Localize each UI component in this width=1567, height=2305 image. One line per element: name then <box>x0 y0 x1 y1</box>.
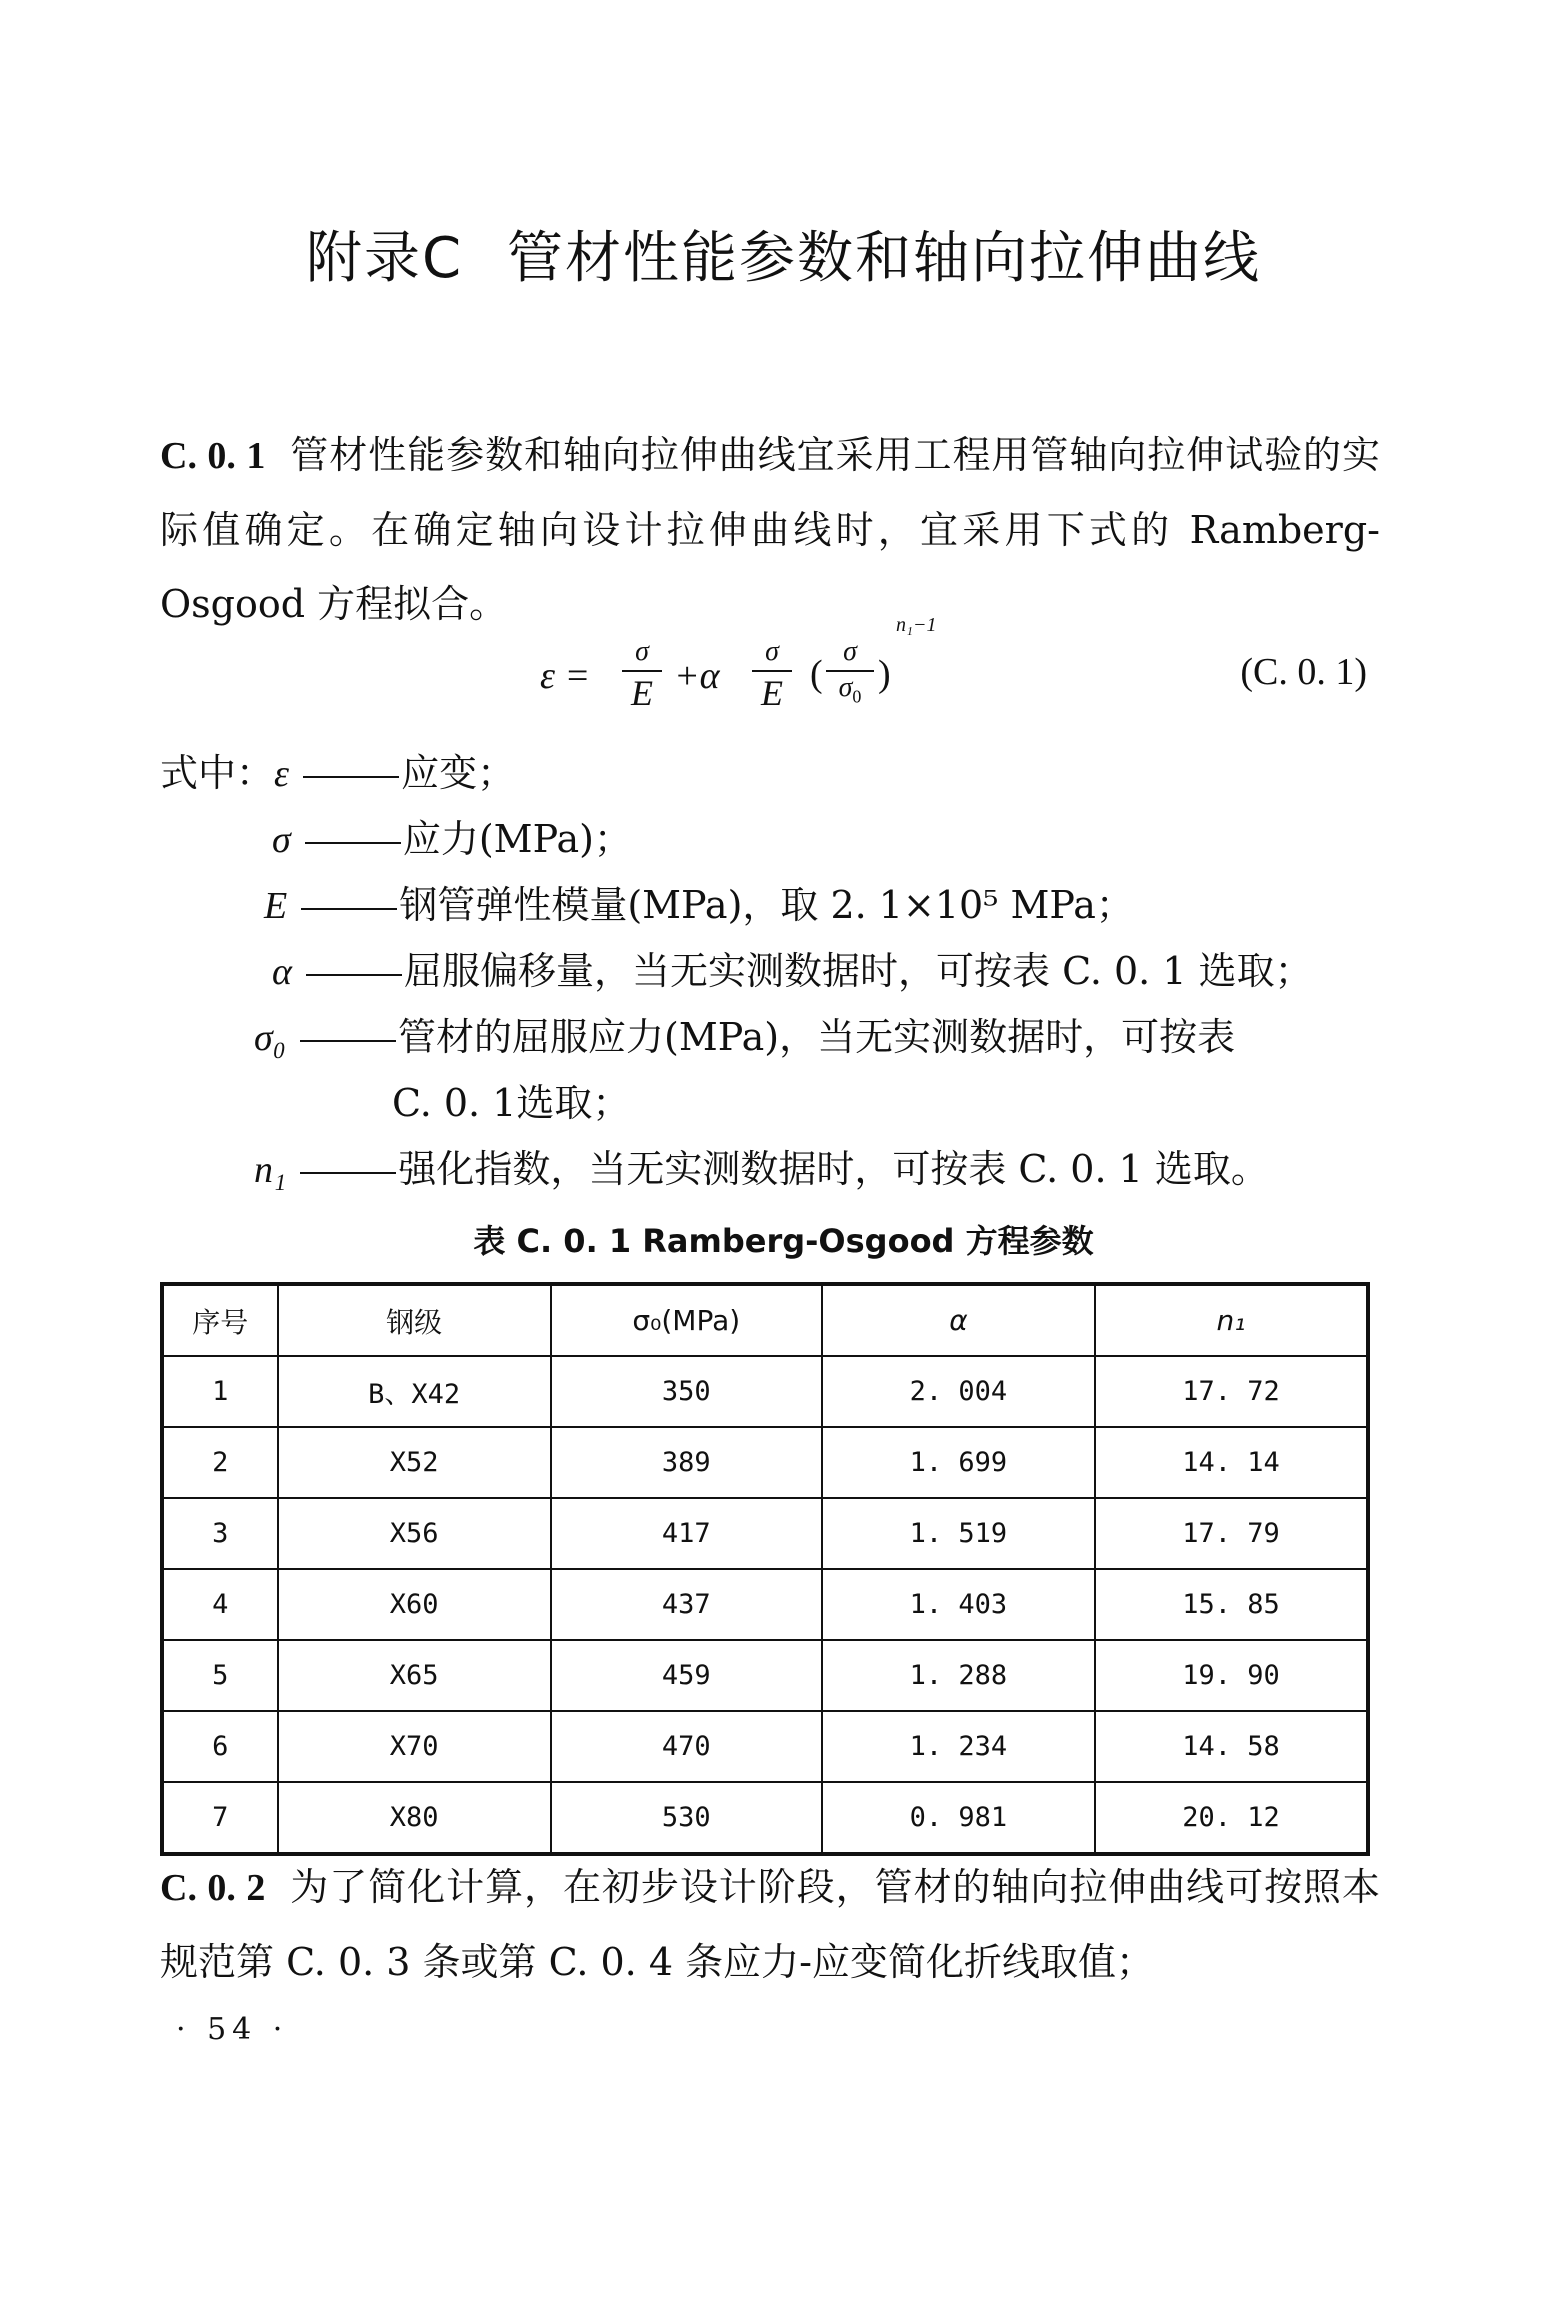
clause-c02 <box>160 1850 1380 1999</box>
formula-frac-3-den: $\sigma_0$ <box>838 672 862 707</box>
cell-alpha: 2. 004 <box>822 1356 1095 1427</box>
where-row-5-cont <box>392 1070 630 1136</box>
page-number: · 54 · <box>176 2012 289 2047</box>
where-desc-5-cont: C. 0. 1选取； <box>392 1081 631 1125</box>
clause-c01 <box>160 418 1380 641</box>
cell-alpha: 1. 519 <box>822 1498 1095 1569</box>
cell-index: 7 <box>162 1782 278 1854</box>
header-alpha: α <box>822 1284 1095 1356</box>
cell-alpha: 0. 981 <box>822 1782 1095 1854</box>
clause-c01-text: 管材性能参数和轴向拉伸曲线宜采用工程用管轴向拉伸试验的实际值确定。在确定轴向设计拉伸曲线时，宜采用下式的 Ramberg-Osgood 方程拟合。 <box>160 433 1380 626</box>
where-row-4 <box>272 938 1313 1005</box>
cell-index: 6 <box>162 1711 278 1782</box>
cell-grade: X65 <box>278 1640 551 1711</box>
where-desc-3: 钢管弹性模量(MPa)，取 2. 1×10⁵ MPa； <box>399 883 1134 927</box>
where-symbol-2: σ <box>272 819 291 861</box>
formula-frac-2 <box>752 636 792 714</box>
table-row <box>162 1640 1368 1711</box>
where-desc-4: 屈服偏移量，当无实测数据时，可按表 C. 0. 1 选取； <box>404 949 1313 993</box>
formula-frac-1-num: σ <box>635 636 649 667</box>
where-desc-5: 管材的屈服应力(MPa)，当无实测数据时，可按表 <box>398 1015 1236 1059</box>
cell-grade: B、X42 <box>278 1356 551 1427</box>
cell-sigma0: 530 <box>551 1782 822 1854</box>
cell-n1: 19. 90 <box>1095 1640 1368 1711</box>
table-row <box>162 1782 1368 1854</box>
cell-index: 4 <box>162 1569 278 1640</box>
cell-grade: X56 <box>278 1498 551 1569</box>
cell-n1: 15. 85 <box>1095 1569 1368 1640</box>
table-row <box>162 1498 1368 1569</box>
appendix-title: 管材性能参数和轴向拉伸曲线 <box>507 226 1262 291</box>
clause-c01-number: C. 0. 1 <box>160 435 266 477</box>
header-index: 序号 <box>162 1284 278 1356</box>
formula-frac-1 <box>622 636 662 714</box>
where-desc-2: 应力(MPa)； <box>402 817 632 861</box>
cell-sigma0: 417 <box>551 1498 822 1569</box>
formula-c01 <box>540 616 980 736</box>
cell-sigma0: 459 <box>551 1640 822 1711</box>
header-sigma0: σ₀(MPa) <box>551 1284 822 1356</box>
where-symbol-3: E <box>264 885 288 927</box>
where-row-6 <box>254 1136 1269 1203</box>
formula-frac-2-num: σ <box>765 636 779 667</box>
table-row <box>162 1569 1368 1640</box>
formula-frac-2-den: E <box>761 673 783 713</box>
cell-alpha: 1. 234 <box>822 1711 1095 1782</box>
cell-index: 3 <box>162 1498 278 1569</box>
where-symbol-5: σ₀ <box>254 1017 286 1059</box>
header-n1: n₁ <box>1095 1284 1368 1356</box>
cell-n1: 14. 14 <box>1095 1427 1368 1498</box>
cell-grade: X80 <box>278 1782 551 1854</box>
formula-frac-1-den: E <box>631 673 653 713</box>
parameter-table <box>160 1282 1370 1856</box>
where-row-3 <box>264 872 1134 939</box>
formula-frac-3-num: σ <box>843 636 857 667</box>
table-header-row <box>162 1284 1368 1356</box>
cell-sigma0: 437 <box>551 1569 822 1640</box>
where-desc-6: 强化指数，当无实测数据时，可按表 C. 0. 1 选取。 <box>398 1147 1269 1191</box>
cell-grade: X60 <box>278 1569 551 1640</box>
cell-alpha: 1. 403 <box>822 1569 1095 1640</box>
clause-c02-number: C. 0. 2 <box>160 1867 266 1909</box>
formula-lhs: ε = <box>540 655 591 697</box>
where-row-2 <box>272 806 632 873</box>
page-title <box>0 214 1567 294</box>
where-row-1 <box>160 740 515 807</box>
table-row <box>162 1711 1368 1782</box>
table-caption: 表 C. 0. 1 Ramberg-Osgood 方程参数 <box>473 1222 1094 1260</box>
cell-n1: 17. 79 <box>1095 1498 1368 1569</box>
cell-grade: X70 <box>278 1711 551 1782</box>
cell-alpha: 1. 288 <box>822 1640 1095 1711</box>
cell-sigma0: 389 <box>551 1427 822 1498</box>
cell-sigma0: 470 <box>551 1711 822 1782</box>
where-intro: 式中： <box>160 751 275 795</box>
formula-close-paren: ) <box>878 653 891 695</box>
cell-index: 1 <box>162 1356 278 1427</box>
clause-c02-text: 为了简化计算，在初步设计阶段，管材的轴向拉伸曲线可按照本规范第 C. 0. 3 条或第 C. 0. 4 条应力-应变简化折线取值； <box>160 1865 1380 1984</box>
where-row-5 <box>254 1004 1235 1071</box>
cell-sigma0: 350 <box>551 1356 822 1427</box>
where-desc-1: 应变； <box>401 751 516 795</box>
where-symbol-1: ε <box>274 753 289 795</box>
appendix-label: 附录C <box>305 226 464 291</box>
cell-n1: 14. 58 <box>1095 1711 1368 1782</box>
where-symbol-6: n₁ <box>254 1149 287 1191</box>
where-symbol-4: α <box>272 951 292 993</box>
table-row <box>162 1427 1368 1498</box>
cell-alpha: 1. 699 <box>822 1427 1095 1498</box>
table-row <box>162 1356 1368 1427</box>
cell-grade: X52 <box>278 1427 551 1498</box>
formula-frac-3 <box>826 636 874 708</box>
cell-index: 5 <box>162 1640 278 1711</box>
formula-open-paren: ( <box>810 653 823 695</box>
header-grade: 钢级 <box>278 1284 551 1356</box>
formula-exponent: n₁−1 <box>896 614 937 636</box>
cell-n1: 17. 72 <box>1095 1356 1368 1427</box>
cell-index: 2 <box>162 1427 278 1498</box>
formula-plus-alpha: +α <box>674 655 720 697</box>
cell-n1: 20. 12 <box>1095 1782 1368 1854</box>
formula-number: (C. 0. 1) <box>1240 651 1367 693</box>
